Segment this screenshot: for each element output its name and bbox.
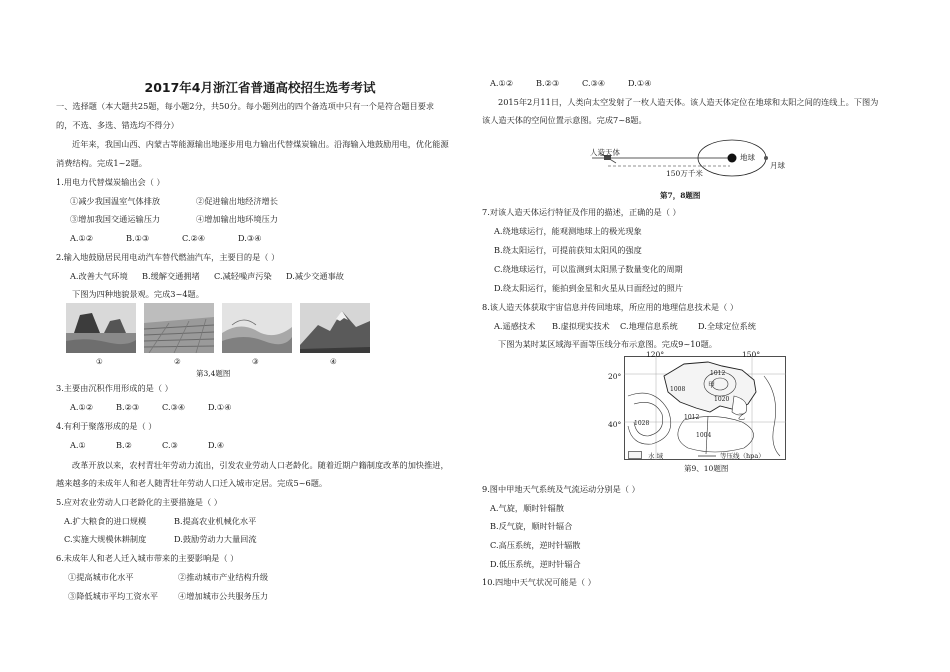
q8-option-d: D.全球定位系统 bbox=[698, 321, 756, 331]
q5-option-a: A.扩大粮食的进口规模 bbox=[64, 516, 147, 526]
q6-stem: 6.未成年人和老人迁入城市带来的主要影响是（ ） bbox=[56, 553, 239, 563]
q9-stem: 9.图中甲地天气系统及气流运动分别是（ ） bbox=[482, 484, 640, 494]
landform-photo-3 bbox=[222, 303, 292, 353]
q6-option-c: C.③④ bbox=[582, 78, 606, 88]
figure-9-10-caption: 第9、10题图 bbox=[684, 464, 729, 473]
q9-option-c: C.高压系统，逆时针辐散 bbox=[490, 540, 581, 550]
q1-item-1: ①减少我国温室气体排放 bbox=[70, 196, 161, 206]
q9-option-a: A.气旋，顺时针辐散 bbox=[490, 503, 565, 513]
q3-option-a: A.①② bbox=[70, 402, 94, 412]
q6-item-2: ②推动城市产业结构升级 bbox=[178, 572, 269, 582]
passage-4-cont: 该人造天体的空间位置示意图。完成7~8题。 bbox=[482, 115, 647, 125]
q4-option-d: D.④ bbox=[208, 440, 225, 450]
q7-option-b: B.绕太阳运行，可提前获知太阳风的强度 bbox=[494, 245, 642, 255]
photo-label-1: ① bbox=[96, 357, 103, 366]
q3-option-c: C.③④ bbox=[162, 402, 186, 412]
water-legend-icon bbox=[628, 451, 642, 459]
q9-option-d: D.低压系统，逆时针辐合 bbox=[490, 559, 581, 569]
q7-option-d: D.绕太阳运行，能拍到金星和火星从日面经过的照片 bbox=[494, 283, 684, 293]
q6-item-1: ①提高城市化水平 bbox=[68, 572, 134, 582]
q3-option-b: B.②③ bbox=[116, 402, 140, 412]
isobar-label-1004: 1004 bbox=[696, 432, 712, 439]
q4-option-b: B.② bbox=[116, 440, 132, 450]
q8-option-b: B.虚拟现实技术 bbox=[552, 321, 610, 331]
q10-stem: 10.四地中天气状况可能是（ ） bbox=[482, 577, 596, 587]
isobar-label-1012: 1012 bbox=[710, 370, 726, 377]
q8-option-a: A.遥感技术 bbox=[494, 321, 536, 331]
q4-option-c: C.③ bbox=[162, 440, 178, 450]
map-lon-120: 120° bbox=[646, 350, 665, 359]
page-title: 2017年4月浙江省普通高校招生选考考试 bbox=[144, 80, 376, 95]
q6-item-3: ③降低城市平均工资水平 bbox=[68, 591, 159, 601]
passage-5: 下图为某时某区域海平面等压线分布示意图。完成9~10题。 bbox=[498, 339, 717, 349]
map-point-yi: 乙 bbox=[738, 413, 745, 421]
q7-option-c: C.绕地球运行，可以监测到太阳黑子数量变化的周期 bbox=[494, 264, 683, 274]
q6-option-a: A.①② bbox=[490, 78, 514, 88]
isobar-label-1008: 1008 bbox=[670, 386, 686, 393]
isobar-legend-icon bbox=[698, 454, 716, 458]
landform-photo-4 bbox=[300, 303, 370, 353]
legend-water: 水 域 bbox=[648, 452, 664, 460]
section-heading-cont: 的，不选、多选、错选均不得分） bbox=[56, 120, 179, 130]
q2-stem: 2.输入地鼓励居民用电动汽车替代燃油汽车，主要目的是（ ） bbox=[56, 252, 280, 262]
map-lat-20: 20° bbox=[608, 372, 622, 381]
q3-stem: 3.主要由沉积作用形成的是（ ） bbox=[56, 383, 173, 393]
q7-option-a: A.绕地球运行，能观测地球上的极光现象 bbox=[494, 226, 642, 236]
q2-option-b: B.缓解交通拥堵 bbox=[142, 271, 200, 281]
moon-label: 月球 bbox=[770, 161, 785, 170]
figure-7-8-caption: 第7，8题图 bbox=[660, 191, 701, 200]
distance-label: 150万千米 bbox=[666, 169, 703, 178]
photo-caption: 第3,4题图 bbox=[196, 369, 231, 378]
isobar-label-1028: 1028 bbox=[634, 420, 650, 427]
photo-label-3: ③ bbox=[252, 357, 259, 366]
isobar-label-1020: 1020 bbox=[714, 396, 730, 403]
q6-item-4: ④增加城市公共服务压力 bbox=[178, 591, 269, 601]
q5-option-d: D.鼓励劳动力大量回流 bbox=[174, 534, 257, 544]
satellite-label: 人造天体 bbox=[590, 148, 620, 157]
q1-option-c: C.②④ bbox=[182, 233, 206, 243]
q1-item-2: ②促进输出地经济增长 bbox=[196, 196, 278, 206]
passage-2: 下图为四种地貌景观。完成3~4题。 bbox=[72, 289, 204, 299]
q2-option-a: A.改善大气环境 bbox=[70, 271, 128, 281]
landform-photo-2 bbox=[144, 303, 214, 353]
q4-stem: 4.有利于聚落形成的是（ ） bbox=[56, 421, 157, 431]
q1-stem: 1.用电力代替煤炭输出会（ ） bbox=[56, 177, 165, 187]
q5-option-b: B.提高农业机械化水平 bbox=[174, 516, 257, 526]
passage-1: 近年来，我国山西、内蒙古等能源输出地逐步用电力输出代替煤炭输出。沿海输入地鼓励用电，优化能源 bbox=[72, 139, 449, 149]
q4-option-a: A.① bbox=[70, 440, 86, 450]
landform-photo-1 bbox=[66, 303, 136, 353]
q1-item-3: ③增加我国交通运输压力 bbox=[70, 214, 161, 224]
earth-label: 地球 bbox=[740, 153, 755, 162]
passage-3: 改革开放以来，农村青壮年劳动力流出，引发农业劳动人口老龄化。随着近期户籍制度改革的加快推进， bbox=[72, 460, 449, 470]
legend-isobar: 等压线（hpa） bbox=[720, 452, 765, 460]
q6-option-b: B.②③ bbox=[536, 78, 560, 88]
map-lat-40: 40° bbox=[608, 420, 622, 429]
q2-option-c: C.减轻噪声污染 bbox=[214, 271, 272, 281]
q1-option-b: B.①③ bbox=[126, 233, 150, 243]
q7-stem: 7.对该人造天体运行特征及作用的描述，正确的是（ ） bbox=[482, 207, 681, 217]
passage-4: 2015年2月11日，人类向太空发射了一枚人造天体。该人造天体定位在地球和太阳之间的连线上。下图为 bbox=[498, 97, 879, 107]
isobar-map-figure bbox=[624, 356, 786, 460]
q2-option-d: D.减少交通事故 bbox=[286, 271, 344, 281]
section-heading: 一、选择题（本大题共25题，每小题2分，共50分。每小题列出的四个备选项中只有一个是符合题目要求 bbox=[56, 101, 435, 111]
q1-option-d: D.③④ bbox=[238, 233, 262, 243]
passage-1-cont: 消费结构。完成1~2题。 bbox=[56, 158, 147, 168]
map-point-jia: 甲 bbox=[708, 381, 715, 389]
q5-option-c: C.实施大规模休耕制度 bbox=[64, 534, 147, 544]
q8-option-c: C.地理信息系统 bbox=[620, 321, 678, 331]
photo-label-2: ② bbox=[174, 357, 181, 366]
passage-3-cont: 越来越多的未成年人和老人随青壮年劳动人口迁入城市定居。完成5~6题。 bbox=[56, 478, 328, 488]
q8-stem: 8.该人造天体获取宇宙信息并传回地球，所应用的地理信息技术是（ ） bbox=[482, 302, 739, 312]
q3-option-d: D.①④ bbox=[208, 402, 232, 412]
q1-option-a: A.①② bbox=[70, 233, 94, 243]
q5-stem: 5.应对农业劳动人口老龄化的主要措施是（ ） bbox=[56, 497, 222, 507]
map-lon-150: 150° bbox=[742, 350, 761, 359]
q9-option-b: B.反气旋，顺时针辐合 bbox=[490, 521, 573, 531]
q6-option-d: D.①④ bbox=[628, 78, 652, 88]
q1-item-4: ④增加输出地环境压力 bbox=[196, 214, 278, 224]
photo-label-4: ④ bbox=[330, 357, 337, 366]
isobar-label-1012-b: 1012 bbox=[684, 414, 700, 421]
